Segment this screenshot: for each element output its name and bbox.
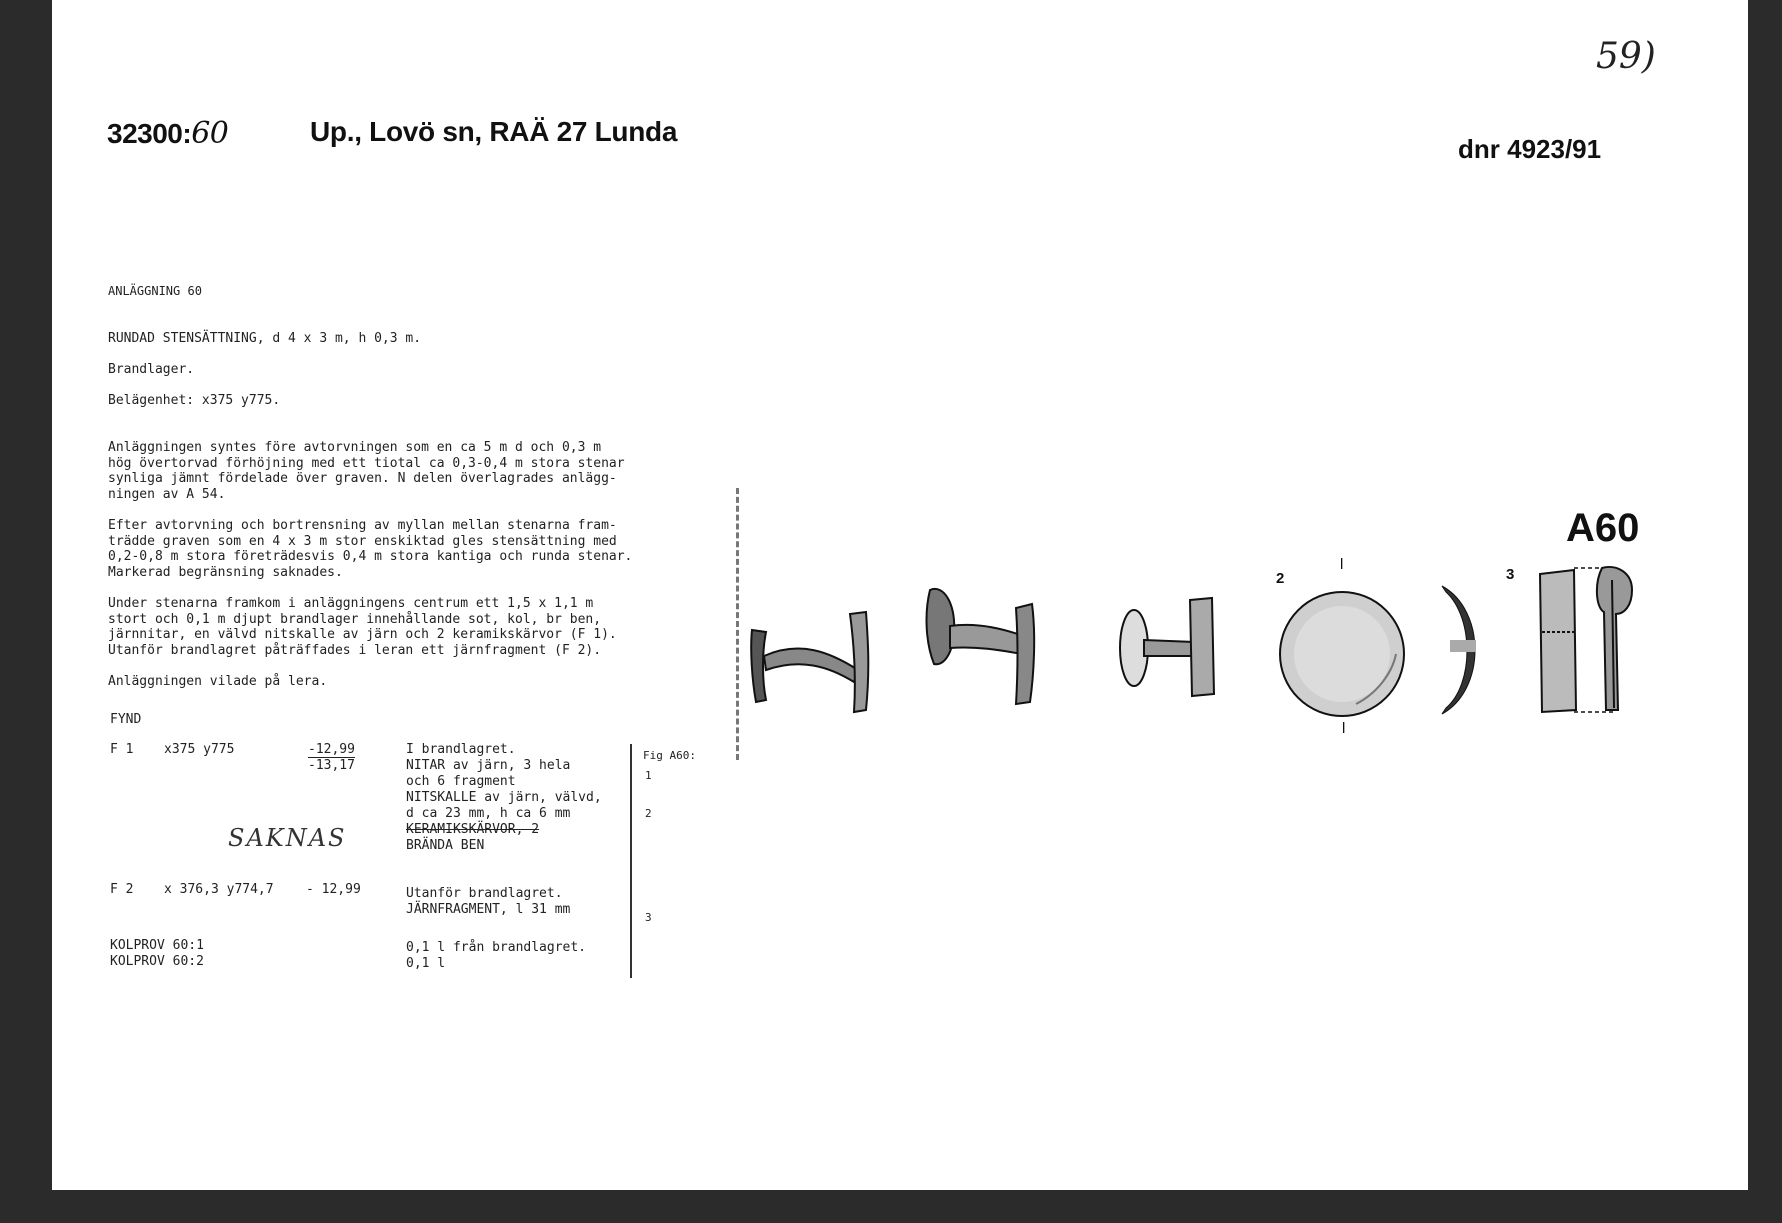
kolprov-id: KOLPROV 60:2 — [110, 954, 204, 969]
iron-fragment-drawing — [1520, 560, 1670, 720]
fig-column-number: 1 — [645, 769, 652, 782]
summary — [108, 316, 728, 425]
accession-handwritten: 60 — [191, 116, 229, 151]
find-coords: x 376,3 y774,7 — [164, 882, 274, 897]
figure-title: A60 — [1566, 506, 1640, 550]
column-divider — [630, 744, 632, 978]
find-line-struck: KERAMIKSKÄRVOR, 2 — [406, 822, 540, 837]
figure-label: 2 — [1276, 570, 1285, 587]
rivet-1-drawing — [740, 570, 890, 720]
paragraph: Anläggningen syntes före avtorvningen som en ca 5 m d och 0,3 m hög övertorvad förhöjning med ett tiotal ca 0,3-0,4 m stora stenar synliga jämnt fördelade över graven. N delen överlagrades anlägg- ningen av A 54. — [108, 440, 625, 502]
find-id: F 1 — [110, 742, 134, 757]
find-line: NITAR av järn, 3 hela — [406, 758, 571, 773]
find-level-top: -12,99 — [308, 742, 355, 757]
paragraph: Efter avtorvning och bortrensning av myllan mellan stenarna fram- trädde graven som en 4 x 3 m stor enskiktad gles stensättning med 0,2-0,8 m stora företrädesvis 0,4 m stora kantiga och runda stenar. Markerad begränsning saknades. — [108, 518, 633, 580]
site-title: Up., Lovö sn, RAÄ 27 Lunda — [310, 116, 678, 147]
kolprov-desc: 0,1 l — [406, 956, 446, 971]
kolprov-desc: 0,1 l från brandlagret. — [406, 940, 587, 955]
find-level-bottom: -13,17 — [308, 758, 355, 773]
feature-heading: ANLÄGGNING 60 — [108, 284, 202, 298]
paragraph: Under stenarna framkom i anläggningens centrum ett 1,5 x 1,1 m stort och 0,1 m djupt brandlager innehållande sot, kol, br ben, järnnitar, en välvd nitskalle av järn och 2 keramikskärvor (F 1). Utanför brandlagret påträffades i leran ett järnfragment (F 2). — [108, 596, 617, 658]
find-id: F 2 — [110, 882, 134, 897]
find-line: BRÄNDA BEN — [406, 838, 485, 853]
summary-line: RUNDAD STENSÄTTNING, d 4 x 3 m, h 0,3 m. — [108, 331, 422, 346]
rivet-head-drawing — [1276, 584, 1426, 724]
axis-tick: l — [1340, 556, 1344, 573]
axis-tick: l — [1342, 720, 1346, 737]
finds-heading: FYND — [110, 712, 142, 727]
find-line: d ca 23 mm, h ca 6 mm — [406, 806, 571, 821]
fig-column-number: 3 — [645, 911, 652, 924]
summary-line: Belägenhet: x375 y775. — [108, 393, 281, 408]
find-line: Utanför brandlagret. — [406, 886, 563, 901]
finds-table — [110, 712, 730, 982]
find-level: - 12,99 — [306, 882, 361, 897]
dnr-number: dnr 4923/91 — [1458, 134, 1602, 164]
feature-report — [108, 284, 728, 706]
fig-column-title: Fig A60: — [643, 749, 696, 762]
find-line: I brandlagret. — [406, 742, 516, 757]
accession-number — [107, 116, 228, 151]
rivet-2-drawing — [920, 574, 1050, 714]
find-line: NITSKALLE av järn, välvd, — [406, 790, 602, 805]
rivet-3-drawing — [1108, 590, 1238, 710]
fig-column-number: 2 — [645, 807, 652, 820]
paragraph: Anläggningen vilade på lera. — [108, 674, 328, 689]
kolprov-id: KOLPROV 60:1 — [110, 938, 204, 953]
find-line: JÄRNFRAGMENT, l 31 mm — [406, 902, 571, 917]
find-line: och 6 fragment — [406, 774, 516, 789]
summary-line: Brandlager. — [108, 362, 195, 377]
handwritten-saknas: SAKNAS — [228, 824, 347, 852]
find-coords: x375 y775 — [164, 742, 235, 757]
handwritten-page-number: 59) — [1596, 36, 1656, 77]
figure-label: 3 — [1506, 566, 1515, 583]
rivet-head-profile — [1436, 580, 1496, 720]
accession-prefix: 32300: — [107, 118, 192, 149]
